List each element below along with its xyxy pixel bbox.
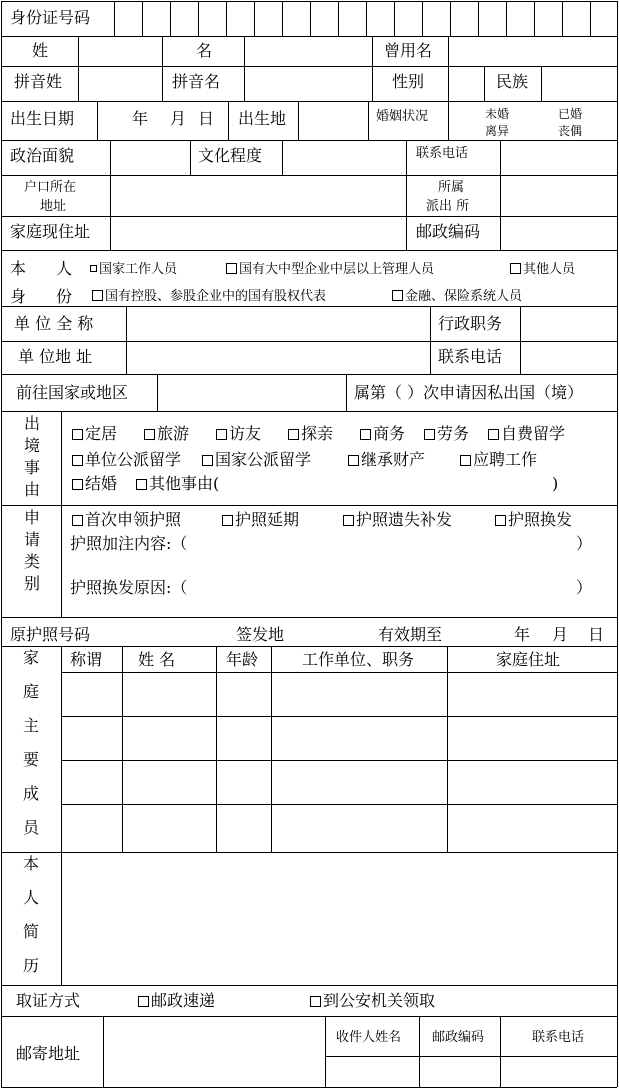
marital-status-label: 婚姻状况 — [376, 109, 429, 124]
family-members-label: 家 庭 主 要 成 员 — [22, 648, 39, 837]
hukou-label-line2: 地址 — [40, 199, 67, 214]
police-station-label-line2: 派出 所 — [426, 199, 470, 214]
employer-name-label: 单 位 全 称 — [14, 314, 94, 333]
employer-phone-label: 联系电话 — [438, 347, 503, 366]
identity-label-char: 份 — [56, 287, 73, 306]
old-passport-month: 月 — [552, 625, 569, 644]
id-digit-cell[interactable] — [227, 1, 254, 36]
ethnicity-label: 民族 — [496, 72, 529, 91]
marital-widowed[interactable]: 丧偶 — [558, 124, 583, 138]
marital-divorced[interactable]: 离异 — [485, 124, 510, 138]
phone-label: 联系电话 — [416, 146, 469, 161]
pinyin-given-label: 拼音名 — [172, 72, 221, 91]
surname-label: 姓 — [32, 41, 49, 60]
home-address-label: 家庭现住址 — [10, 222, 91, 241]
postal-code-label: 邮政编码 — [416, 222, 481, 241]
birth-year-label: 年 — [132, 109, 149, 128]
checkbox-icon[interactable] — [90, 265, 97, 272]
exit-reason-option[interactable]: 结婚 — [72, 476, 117, 492]
exit-reason-option[interactable]: 访友 — [216, 426, 261, 442]
exit-reason-option[interactable]: 其他事由( — [136, 476, 219, 492]
identity-option[interactable]: 其他人员 — [510, 263, 575, 276]
exit-reason-option[interactable]: 继承财产 — [348, 452, 425, 468]
id-digit-cell[interactable] — [535, 1, 562, 36]
passport-reissue-reason-label: 护照换发原因:（ — [70, 578, 188, 597]
checkbox-icon[interactable] — [488, 429, 499, 440]
id-digit-cell[interactable] — [423, 1, 450, 36]
checkbox-icon[interactable] — [348, 455, 359, 466]
checkbox-icon[interactable] — [72, 429, 83, 440]
old-passport-number-label: 原护照号码 — [10, 625, 91, 644]
old-passport-year: 年 — [514, 625, 531, 644]
gender-label: 性别 — [392, 72, 425, 91]
checkbox-icon[interactable] — [72, 515, 83, 526]
id-digit-cell[interactable] — [255, 1, 282, 36]
former-name-label: 曾用名 — [384, 41, 433, 60]
checkbox-icon[interactable] — [424, 429, 435, 440]
birth-month-label: 月 — [170, 109, 187, 128]
exit-reason-option[interactable]: 探亲 — [288, 426, 333, 442]
close-paren: ） — [576, 534, 593, 553]
family-header-employer: 工作单位、职务 — [302, 650, 415, 669]
checkbox-icon[interactable] — [343, 515, 354, 526]
birth-date-label: 出生日期 — [10, 109, 75, 128]
checkbox-icon[interactable] — [216, 429, 227, 440]
family-header-address: 家庭住址 — [496, 650, 561, 669]
old-passport-day: 日 — [588, 625, 605, 644]
education-label: 文化程度 — [198, 146, 263, 165]
id-digit-cell[interactable] — [143, 1, 170, 36]
checkbox-icon[interactable] — [460, 455, 471, 466]
resume-label: 本 人 简 历 — [22, 854, 39, 975]
given-name-label: 名 — [196, 41, 213, 60]
application-type-label: 申 请 类 别 — [23, 508, 40, 593]
id-digit-cell[interactable] — [283, 1, 310, 36]
exit-reason-option[interactable]: 自费留学 — [488, 426, 565, 442]
application-type-option[interactable]: 护照延期 — [222, 512, 299, 528]
exit-reason-option[interactable]: 定居 — [72, 426, 117, 442]
checkbox-icon[interactable] — [288, 429, 299, 440]
application-type-option[interactable]: 首次申领护照 — [72, 512, 181, 528]
collection-post-option[interactable]: 邮政速递 — [138, 993, 215, 1009]
pinyin-surname-label: 拼音姓 — [14, 72, 63, 91]
family-header-age: 年龄 — [226, 650, 259, 669]
political-status-label: 政治面貌 — [10, 146, 75, 165]
close-paren: ） — [576, 578, 593, 597]
old-passport-issued-label: 签发地 — [236, 625, 285, 644]
identity-option[interactable]: 国有控股、参股企业中的国有股权代表 — [92, 290, 326, 303]
identity-label-char: 本 — [10, 259, 27, 278]
exit-reason-option[interactable]: 旅游 — [144, 426, 189, 442]
id-digit-cell[interactable] — [199, 1, 226, 36]
destination-label: 前往国家或地区 — [16, 383, 129, 402]
id-digit-cell[interactable] — [171, 1, 198, 36]
marital-unmarried[interactable]: 未婚 — [485, 107, 510, 121]
checkbox-icon[interactable] — [202, 455, 213, 466]
id-digit-cell[interactable] — [479, 1, 506, 36]
exit-reason-option[interactable]: 单位公派留学 — [72, 452, 181, 468]
checkbox-icon[interactable] — [138, 996, 149, 1007]
birth-day-label: 日 — [198, 109, 215, 128]
collection-police-option[interactable]: 到公安机关领取 — [310, 993, 435, 1009]
family-header-name: 姓 名 — [138, 650, 176, 669]
checkbox-icon[interactable] — [310, 996, 321, 1007]
collection-method-label: 取证方式 — [16, 991, 81, 1010]
recipient-name-label: 收件人姓名 — [336, 1030, 402, 1045]
id-digit-cell[interactable] — [507, 1, 534, 36]
exit-reason-option[interactable]: 应聘工作 — [460, 452, 537, 468]
id-digit-cell[interactable] — [451, 1, 478, 36]
identity-label-char: 身 — [10, 287, 27, 306]
id-digit-cell[interactable] — [339, 1, 366, 36]
birth-place-label: 出生地 — [238, 109, 287, 128]
checkbox-icon[interactable] — [144, 429, 155, 440]
application-type-option[interactable]: 护照换发 — [495, 512, 572, 528]
identity-option[interactable]: 金融、保险系统人员 — [392, 290, 522, 303]
id-digit-cell[interactable] — [115, 1, 142, 36]
id-digit-cell[interactable] — [367, 1, 394, 36]
checkbox-icon[interactable] — [72, 479, 83, 490]
checkbox-icon[interactable] — [92, 290, 103, 301]
id-number-label: 身份证号码 — [10, 8, 91, 27]
id-digit-cell[interactable] — [395, 1, 422, 36]
checkbox-icon[interactable] — [360, 429, 371, 440]
application-count-label: 属第（ ）次申请因私出国（境） — [354, 383, 584, 402]
checkbox-icon[interactable] — [136, 479, 147, 490]
passport-endorsement-label: 护照加注内容:（ — [70, 534, 188, 553]
id-digit-cell[interactable] — [563, 1, 590, 36]
close-paren: ) — [552, 474, 559, 493]
employer-position-label: 行政职务 — [438, 314, 503, 333]
hukou-label-line1: 户口所在 — [24, 180, 77, 195]
marital-married[interactable]: 已婚 — [558, 107, 583, 121]
exit-reason-label: 出 境 事 由 — [23, 414, 40, 499]
application-type-option[interactable]: 护照遗失补发 — [343, 512, 452, 528]
identity-option[interactable]: 国有大中型企业中层以上管理人员 — [226, 263, 434, 276]
identity-option[interactable]: 国家工作人员 — [90, 263, 177, 276]
checkbox-icon[interactable] — [222, 515, 233, 526]
mailing-phone-label: 联系电话 — [532, 1030, 585, 1045]
exit-reason-option[interactable]: 劳务 — [424, 426, 469, 442]
exit-reason-option[interactable]: 国家公派留学 — [202, 452, 311, 468]
checkbox-icon[interactable] — [495, 515, 506, 526]
employer-address-label: 单 位地 址 — [18, 347, 93, 366]
family-header-relation: 称谓 — [70, 650, 103, 669]
checkbox-icon[interactable] — [392, 290, 403, 301]
checkbox-icon[interactable] — [72, 455, 83, 466]
old-passport-valid-label: 有效期至 — [378, 625, 443, 644]
id-digit-cell[interactable] — [591, 1, 617, 36]
mailing-postal-code-label: 邮政编码 — [432, 1030, 485, 1045]
checkbox-icon[interactable] — [226, 263, 237, 274]
exit-reason-option[interactable]: 商务 — [360, 426, 405, 442]
police-station-label-line1: 所属 — [438, 180, 465, 195]
identity-label-char: 人 — [56, 259, 73, 278]
id-digit-cell[interactable] — [311, 1, 338, 36]
checkbox-icon[interactable] — [510, 263, 521, 274]
mailing-address-label: 邮寄地址 — [16, 1044, 81, 1063]
